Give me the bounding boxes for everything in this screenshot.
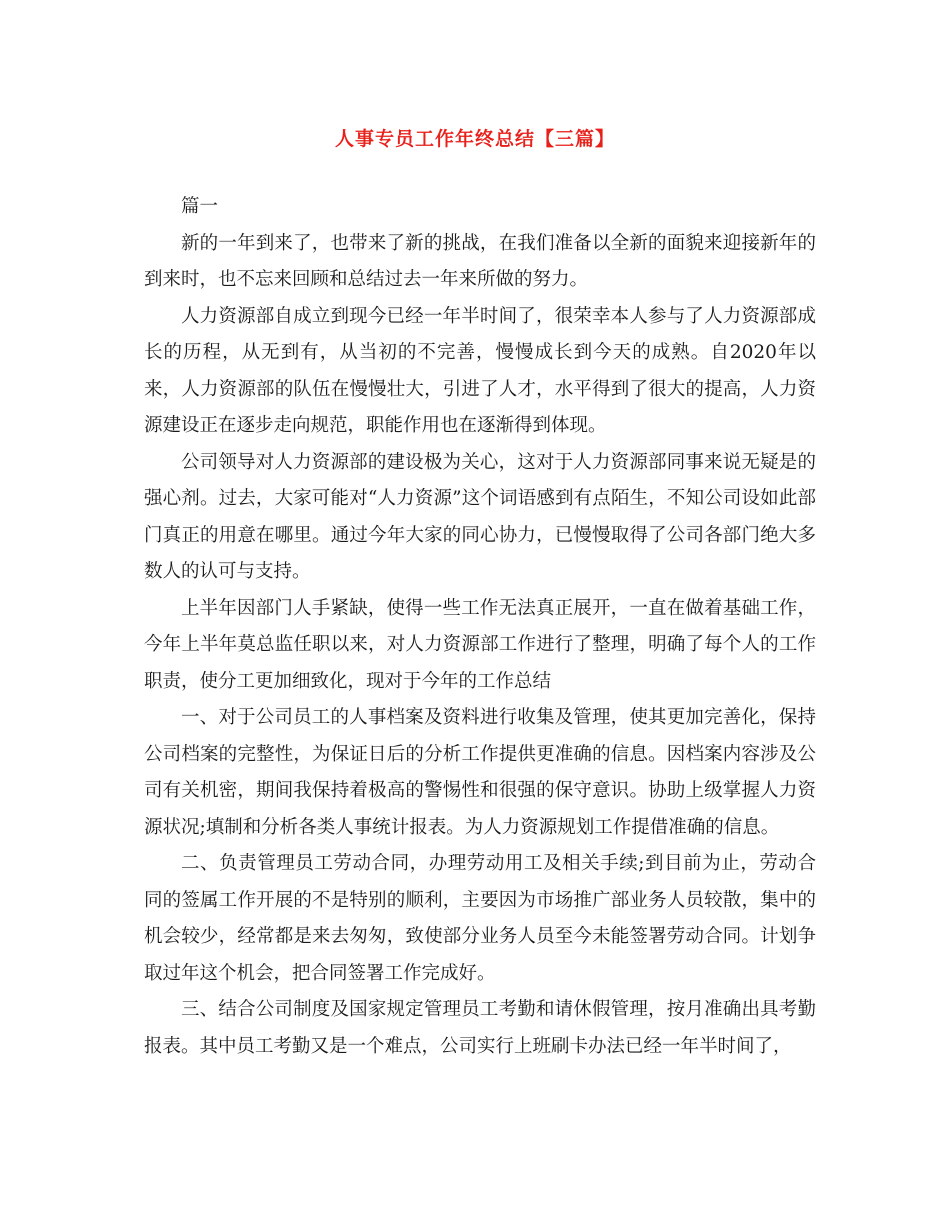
- paragraph: 二、负责管理员工劳动合同，办理劳动用工及相关手续;到目前为止，劳动合同的签属工作开展的不是特别的顺利，主要因为市场推广部业务人员较散，集中的机会较少，经常都是来去匆匆，致使部分业务人员至今未能签署劳动合同。计划争取过年这个机会，把合同签署工作完成好。: [144, 853, 816, 984]
- paragraph: 公司领导对人力资源部的建设极为关心，这对于人力资源部同事来说无疑是的强心剂。过去，大家可能对“人力资源”这个词语感到有点陌生，不知公司设如此部门真正的用意在哪里。通过今年大家的同心协力，已慢慢取得了公司各部门绝大多数人的认可与支持。: [144, 451, 816, 582]
- document-title: 人事专员工作年终总结【三篇】: [334, 128, 615, 150]
- paragraph: 新的一年到来了，也带来了新的挑战，在我们准备以全新的面貌来迎接新年的到来时，也不忘来回顾和总结过去一年来所做的努力。: [144, 232, 816, 290]
- document-body: [144, 189, 816, 1065]
- paragraph: 一、对于公司员工的人事档案及资料进行收集及管理，使其更加完善化，保持公司档案的完整性，为保证日后的分析工作提供更准确的信息。因档案内容涉及公司有关机密，期间我保持着极高的警惕性和很强的保守意识。协助上级掌握人力资源状况;填制和分析各类人事统计报表。为人力资源规划工作提借准确的信息。: [144, 707, 816, 838]
- paragraph: 人力资源部自成立到现今已经一年半时间了，很荣幸本人参与了人力资源部成长的历程，从无到有，从当初的不完善，慢慢成长到今天的成熟。自2020年以来，人力资源部的队伍在慢慢壮大，引进了人才，水平得到了很大的提高，人力资源建设正在逐步走向规范，职能作用也在逐渐得到体现。: [144, 305, 816, 436]
- paragraph: 上半年因部门人手紧缺，使得一些工作无法真正展开，一直在做着基础工作，今年上半年莫总监任职以来，对人力资源部工作进行了整理，明确了每个人的工作职责，使分工更加细致化，现对于今年的工作总结: [144, 597, 816, 692]
- section-heading: 篇一: [181, 196, 219, 217]
- paragraph: 三、结合公司制度及国家规定管理员工考勤和请休假管理，按月准确出具考勤报表。其中员工考勤又是一个难点，公司实行上班刷卡办法已经一年半时间了，: [144, 999, 816, 1057]
